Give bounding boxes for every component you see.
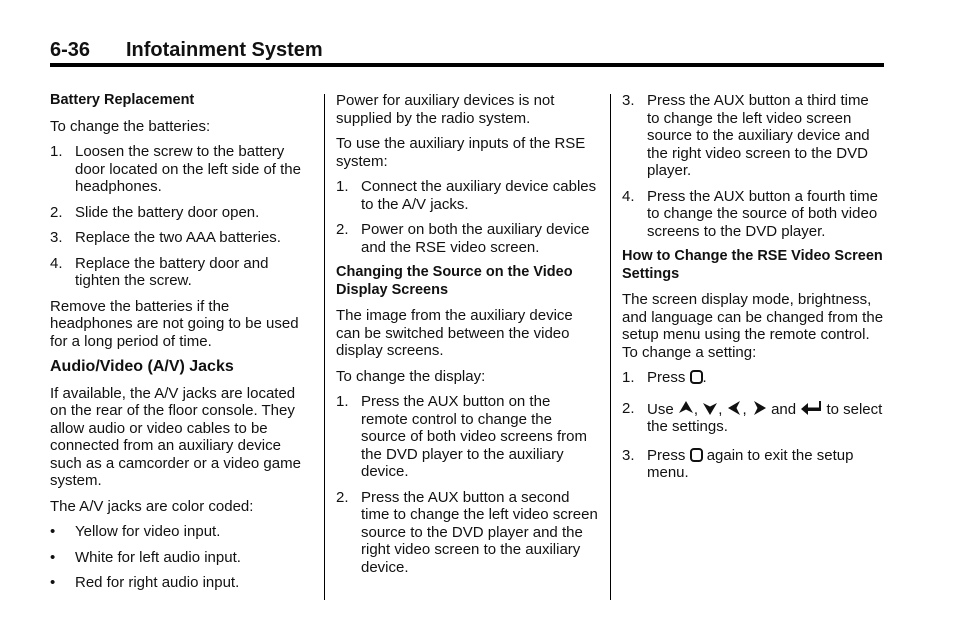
list-item: 1. Connect the auxiliary device cables to the A/V jacks. (336, 178, 597, 213)
column-2 (336, 92, 598, 584)
list-item: 1. Press the AUX button on the remote control to change the source of both video screens from the DVD player to the auxiliary device. (336, 393, 587, 480)
list-item: 1. Loosen the screw to the battery door located on the left side of the headphones. (50, 143, 301, 195)
section-title: Infotainment System (126, 39, 323, 61)
column-1 (50, 92, 312, 600)
list-item: 2. Use , , , and to select the settings. (622, 399, 883, 435)
av-intro: If available, the A/V jacks are located on the rear of the floor console. They allow audio or video cables to be connected from an auxiliary device such as a camcorder or a video game system. (50, 384, 301, 489)
use-intro: To use the auxiliary inputs of the RSE system: (336, 135, 586, 170)
list-item: 2. Slide the battery door open. (50, 203, 260, 221)
list-item: 3. Press again to exit the setup menu. (622, 446, 854, 481)
bullet-item: • Yellow for video input. (50, 523, 221, 540)
column-divider (610, 94, 611, 600)
left-arrow-icon (727, 400, 743, 416)
list-item: 3. Replace the two AAA batteries. (50, 229, 281, 246)
list-item: 2. Power on both the auxiliary device and the RSE video screen. (336, 221, 590, 256)
up-arrow-icon (678, 400, 694, 416)
enter-icon (800, 400, 822, 416)
battery-heading: Battery Replacement (50, 92, 195, 108)
page-number: 6-36 (50, 39, 91, 61)
menu-button-icon (690, 448, 703, 462)
bullet-item: • White for left audio input. (50, 548, 241, 566)
settings-text: The screen display mode, brightness, and language can be changed from the setup menu using the remote control. To change a setting: (622, 291, 884, 361)
right-arrow-icon (751, 400, 767, 416)
header-rule (50, 63, 884, 67)
change-source-text: The image from the auxiliary device can be switched between the video display screens. (336, 307, 573, 359)
list-item: 3. Press the AUX button a third time to change the left video screen source to the auxiliary device and the right video screen to the DVD player. (622, 92, 870, 179)
av-color-intro: The A/V jacks are color coded: (50, 497, 254, 515)
list-item: 4. Press the AUX button a fourth time to change the source of both video screens to the DVD player. (622, 187, 878, 240)
settings-heading: How to Change the RSE Video Screen Settings (622, 248, 883, 282)
change-source-heading: Changing the Source on the Video Display Screens (336, 264, 573, 298)
down-arrow-icon (702, 400, 718, 416)
battery-note: Remove the batteries if the headphones are not going to be used for a long period of time. (50, 297, 299, 350)
menu-button-icon (690, 370, 703, 384)
change-display-intro: To change the display: (336, 367, 486, 385)
av-heading: Audio/Video (A/V) Jacks (50, 358, 234, 375)
list-item: 4. Replace the battery door and tighten the screw. (50, 254, 269, 289)
column-divider (324, 94, 325, 600)
column-3 (622, 92, 884, 490)
battery-intro: To change the batteries: (50, 117, 211, 135)
list-item: 1. Press . (622, 369, 707, 386)
bullet-item: • Red for right audio input. (50, 574, 240, 591)
power-text: Power for auxiliary devices is not supplied by the radio system. (336, 92, 555, 127)
list-item: 2. Press the AUX button a second time to change the left video screen source to the DVD player and the right video screen to the auxiliary device. (336, 488, 598, 576)
